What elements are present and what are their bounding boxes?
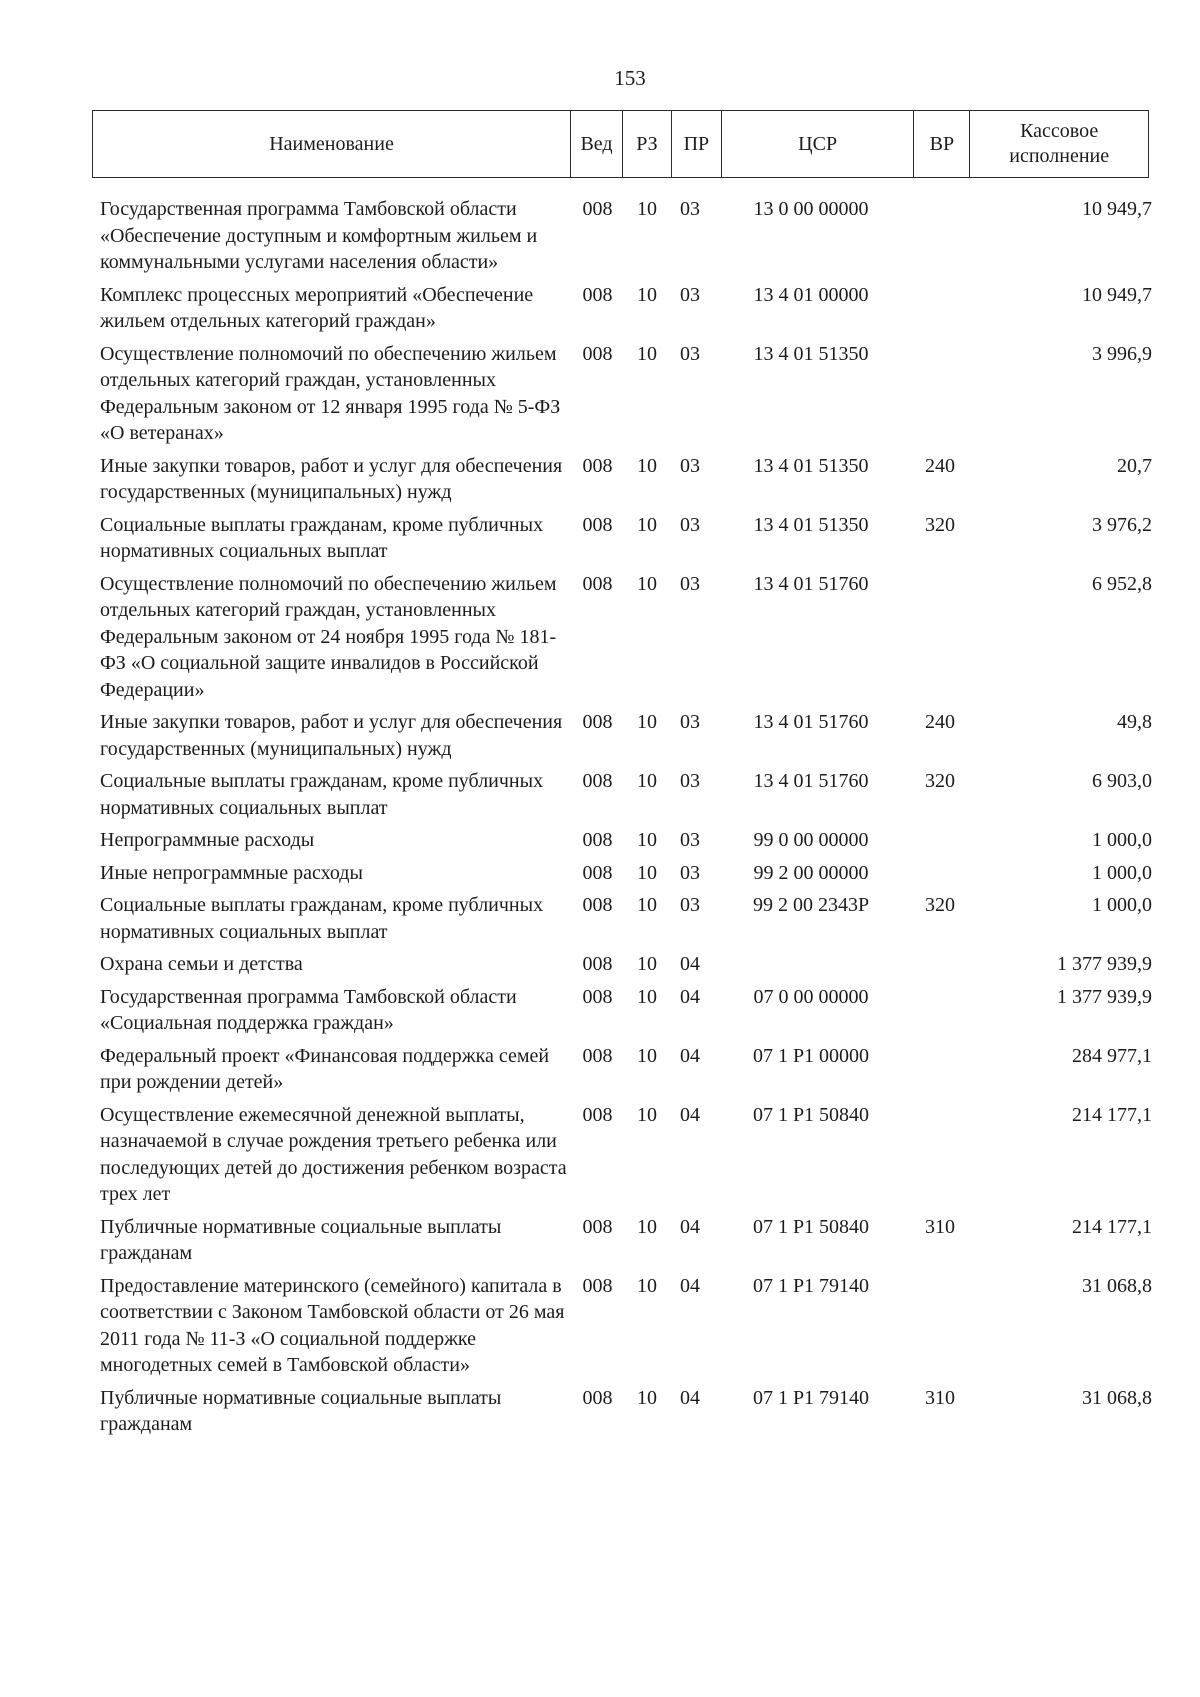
header-ved: Вед (571, 111, 623, 177)
row-pr: 03 (680, 454, 700, 477)
row-ved: 008 (582, 513, 613, 536)
row-amount: 1 000,0 (1092, 829, 1152, 851)
table-row (100, 860, 1160, 887)
row-amount: 214 177,1 (1072, 1103, 1152, 1126)
row-name: Социальные выплаты гражданам, кроме публичных нормативных социальных выплат (100, 770, 544, 819)
row-vr (911, 1043, 969, 1096)
row-csr: 99 0 00 00000 (753, 829, 869, 851)
row-ved: 008 (582, 861, 613, 884)
table-row (100, 1043, 1160, 1096)
row-rz: 10 (637, 513, 657, 536)
row-csr: 07 0 00 00000 (753, 985, 869, 1008)
row-name: Государственная программа Тамбовской области «Обеспечение доступным и комфортным жильем и коммунальными услугами населения области» (100, 198, 538, 273)
row-pr: 04 (680, 1274, 700, 1297)
row-amount: 6 952,8 (1092, 572, 1152, 595)
row-csr: 13 4 01 51350 (753, 454, 869, 477)
row-vr: 320 (925, 894, 955, 916)
table-row (100, 768, 1160, 821)
row-pr: 03 (680, 198, 700, 220)
row-ved: 008 (582, 572, 613, 595)
row-ved: 008 (582, 1103, 613, 1126)
row-vr: 240 (925, 711, 955, 733)
row-amount: 31 068,8 (1082, 1274, 1152, 1297)
row-pr: 04 (680, 1044, 700, 1067)
row-csr: 13 0 00 00000 (753, 198, 869, 220)
table-row (100, 453, 1160, 506)
row-rz: 10 (637, 829, 657, 851)
row-csr: 13 4 01 00000 (753, 283, 869, 306)
row-vr (911, 984, 969, 1037)
row-pr: 03 (680, 513, 700, 536)
row-amount: 1 377 939,9 (1057, 953, 1152, 975)
row-csr: 13 4 01 51350 (753, 513, 869, 536)
row-vr (911, 860, 969, 887)
row-rz: 10 (637, 1274, 657, 1297)
row-name: Непрограммные расходы (100, 829, 315, 851)
row-vr (911, 282, 969, 335)
row-name: Предоставление материнского (семейного) капитала в соответствии с Законом Тамбовской области от 26 мая 2011 года № 11-З «О социальной поддержке многодетных семей в Тамбовской области» (100, 1274, 565, 1376)
row-amount: 6 903,0 (1092, 770, 1152, 792)
table-row (100, 984, 1160, 1037)
table-row (100, 571, 1160, 704)
row-pr: 03 (680, 572, 700, 595)
row-name: Публичные нормативные социальные выплаты гражданам (100, 1386, 502, 1435)
row-pr: 04 (680, 953, 700, 975)
row-pr: 04 (680, 1386, 700, 1409)
row-name: Государственная программа Тамбовской области «Социальная поддержка граждан» (100, 985, 517, 1034)
row-rz: 10 (637, 1386, 657, 1409)
row-csr: 07 1 P1 79140 (752, 1274, 870, 1297)
row-ved: 008 (582, 283, 613, 306)
header-pr: ПР (672, 111, 722, 177)
row-name: Федеральный проект «Финансовая поддержка семей при рождении детей» (100, 1044, 550, 1093)
row-amount: 1 000,0 (1092, 894, 1152, 916)
table-row (100, 1385, 1160, 1438)
row-rz: 10 (637, 1103, 657, 1126)
row-name: Иные закупки товаров, работ и услуг для обеспечения государственных (муниципальных) нужд (100, 454, 563, 503)
row-amount: 20,7 (1117, 454, 1152, 477)
row-csr: 99 2 00 2343Р (752, 894, 870, 916)
row-vr: 320 (925, 513, 955, 536)
row-name: Социальные выплаты гражданам, кроме публичных нормативных социальных выплат (100, 894, 544, 943)
row-vr: 310 (925, 1215, 955, 1238)
row-pr: 03 (680, 342, 700, 365)
row-pr: 04 (680, 985, 700, 1008)
row-name: Осуществление полномочий по обеспечению жильем отдельных категорий граждан, установленных Федеральным законом от 24 ноября 1995 года № 181-ФЗ «О социальной защите инвалидов в Российской Федерации» (100, 572, 557, 701)
header-kassovoe: Кассовое исполнение (1009, 120, 1110, 167)
row-csr: 07 1 P1 50840 (752, 1215, 870, 1238)
row-csr: 13 4 01 51760 (753, 770, 869, 792)
row-csr: 07 1 P1 79140 (752, 1386, 870, 1409)
row-ved: 008 (582, 198, 613, 220)
row-ved: 008 (582, 985, 613, 1008)
row-ved: 008 (582, 1215, 613, 1238)
row-rz: 10 (637, 283, 657, 306)
row-csr: 13 4 01 51350 (753, 342, 869, 365)
table-row (100, 1102, 1160, 1208)
row-name: Иные закупки товаров, работ и услуг для обеспечения государственных (муниципальных) нужд (100, 711, 563, 760)
row-pr: 03 (680, 829, 700, 851)
row-rz: 10 (637, 985, 657, 1008)
row-ved: 008 (582, 953, 613, 975)
row-amount: 1 377 939,9 (1057, 985, 1152, 1008)
row-name: Осуществление ежемесячной денежной выплаты, назначаемой в случае рождения третьего ребенка или последующих детей до достижения ребенком возраста трех лет (100, 1103, 567, 1205)
table-row (100, 196, 1160, 276)
table-row (100, 1214, 1160, 1267)
row-ved: 008 (582, 711, 613, 733)
row-vr: 310 (925, 1386, 955, 1409)
header-name: Наименование (93, 111, 571, 177)
row-vr (911, 196, 969, 276)
row-amount: 10 949,7 (1082, 198, 1152, 220)
row-rz: 10 (637, 711, 657, 733)
row-amount: 1 000,0 (1092, 861, 1152, 884)
row-vr (911, 1273, 969, 1379)
row-vr (911, 571, 969, 704)
row-ved: 008 (582, 894, 613, 916)
row-ved: 008 (582, 1386, 613, 1409)
row-vr (911, 1102, 969, 1208)
table-row (100, 827, 1160, 854)
row-pr: 03 (680, 894, 700, 916)
row-name: Публичные нормативные социальные выплаты гражданам (100, 1215, 502, 1264)
table-row (100, 341, 1160, 447)
row-amount: 31 068,8 (1082, 1386, 1152, 1409)
row-rz: 10 (637, 770, 657, 792)
row-pr: 04 (680, 1215, 700, 1238)
row-csr: 99 2 00 00000 (753, 861, 869, 884)
row-pr: 03 (680, 770, 700, 792)
row-rz: 10 (637, 861, 657, 884)
row-ved: 008 (582, 1274, 613, 1297)
row-name: Социальные выплаты гражданам, кроме публичных нормативных социальных выплат (100, 513, 544, 562)
row-rz: 10 (637, 1215, 657, 1238)
row-csr: 13 4 01 51760 (753, 711, 869, 733)
row-ved: 008 (582, 770, 613, 792)
row-csr: 07 1 P1 50840 (752, 1103, 870, 1126)
row-pr: 03 (680, 283, 700, 306)
row-csr: 13 4 01 51760 (753, 572, 869, 595)
row-rz: 10 (637, 953, 657, 975)
row-vr (911, 827, 969, 854)
row-csr: 07 1 P1 00000 (752, 1044, 870, 1067)
table-row (100, 512, 1160, 565)
table-row (100, 1273, 1160, 1379)
row-name: Осуществление полномочий по обеспечению жильем отдельных категорий граждан, установленных Федеральным законом от 12 января 1995 года № 5-ФЗ «О ветеранах» (100, 342, 561, 444)
header-vr: ВР (914, 111, 970, 177)
row-rz: 10 (637, 454, 657, 477)
row-amount: 3 976,2 (1092, 513, 1152, 536)
row-amount: 3 996,9 (1092, 342, 1152, 365)
row-pr: 04 (680, 1103, 700, 1126)
header-csr: ЦСР (722, 111, 915, 177)
table-row (100, 892, 1160, 945)
row-ved: 008 (582, 342, 613, 365)
row-rz: 10 (637, 198, 657, 220)
row-pr: 03 (680, 861, 700, 884)
row-rz: 10 (637, 1044, 657, 1067)
row-csr (711, 951, 911, 978)
row-amount: 49,8 (1117, 711, 1152, 733)
table-header (92, 110, 1149, 178)
table-body (100, 196, 1160, 1444)
row-amount: 10 949,7 (1082, 283, 1152, 306)
row-vr (911, 951, 969, 978)
row-vr: 320 (925, 770, 955, 792)
row-name: Охрана семьи и детства (100, 953, 303, 975)
row-ved: 008 (582, 1044, 613, 1067)
row-ved: 008 (582, 829, 613, 851)
row-rz: 10 (637, 572, 657, 595)
page-number: 153 (614, 66, 646, 90)
row-amount: 284 977,1 (1072, 1044, 1152, 1067)
row-rz: 10 (637, 342, 657, 365)
row-name: Комплекс процессных мероприятий «Обеспечение жильем отдельных категорий граждан» (100, 283, 534, 332)
table-row (100, 951, 1160, 978)
row-ved: 008 (582, 454, 613, 477)
row-amount: 214 177,1 (1072, 1215, 1152, 1238)
header-rz: РЗ (623, 111, 672, 177)
row-vr (911, 341, 969, 447)
table-row (100, 709, 1160, 762)
row-pr: 03 (680, 711, 700, 733)
table-row (100, 282, 1160, 335)
row-vr: 240 (925, 454, 955, 477)
row-name: Иные непрограммные расходы (100, 861, 363, 884)
row-rz: 10 (637, 894, 657, 916)
